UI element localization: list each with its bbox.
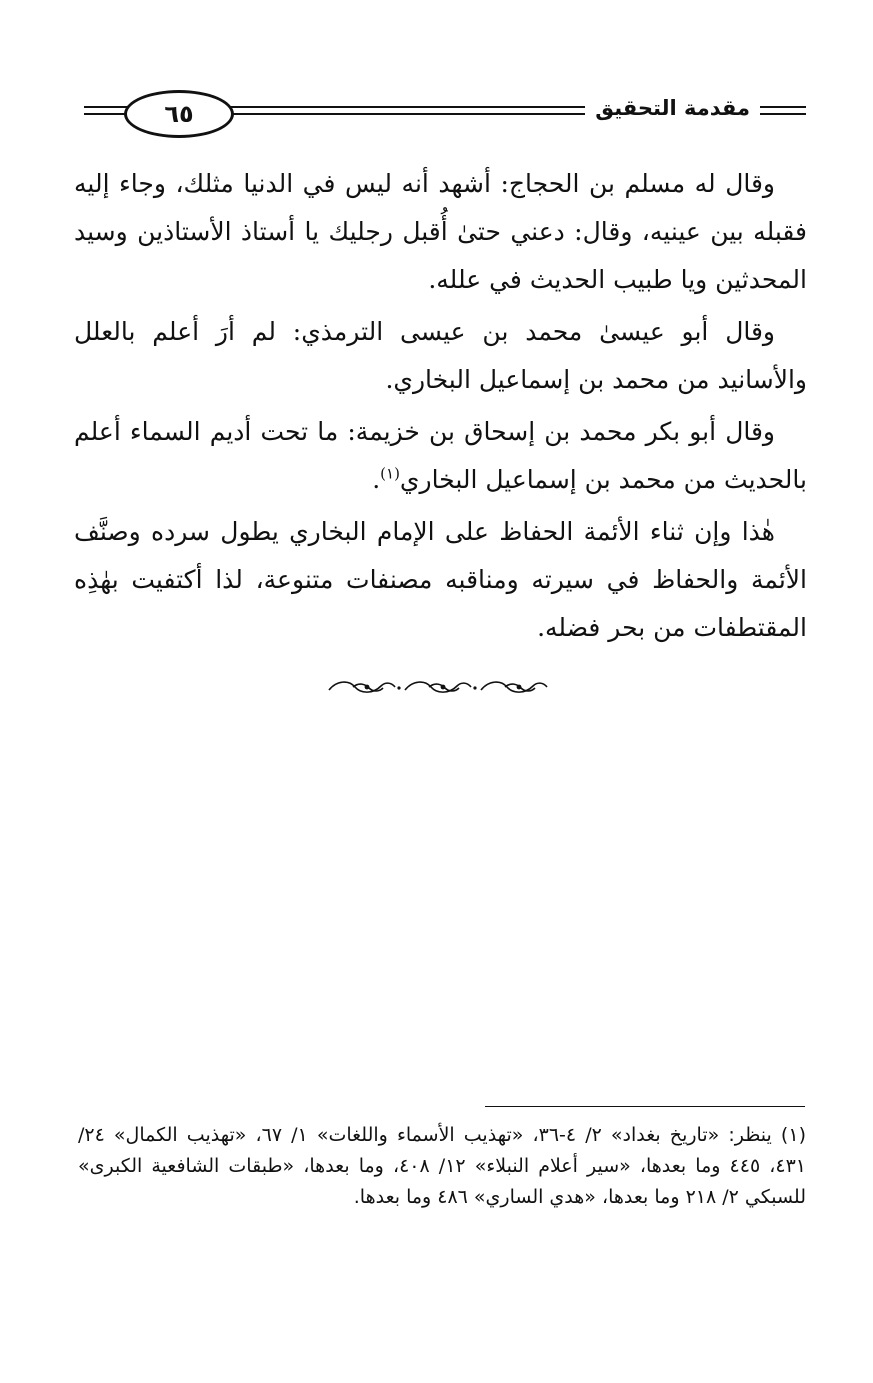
paragraph: [74, 408, 807, 504]
page-number: ٦٥: [124, 90, 234, 138]
main-text: [74, 160, 807, 656]
section-divider-ornament-icon: [325, 676, 551, 698]
page-header: [84, 86, 806, 134]
footnote-section: [78, 1120, 806, 1213]
paragraph: وقال له مسلم بن الحجاج: أشهد أنه ليس في الدنيا مثلك، وجاء إليه فقبله بين عينيه، وقال: دعني حتىٰ أُقبل رجليك يا أستاذ الأستاذين وسيد المحدثين ويا طبيب الحديث في علله.: [74, 169, 807, 294]
paragraph-end-mark: .: [372, 465, 381, 494]
paragraph: وقال أبو عيسىٰ محمد بن عيسى الترمذي: لم أرَ أعلم بالعلل والأسانيد من محمد بن إسماعيل البخاري.: [74, 317, 807, 394]
paragraph: هٰذا وإن ثناء الأئمة الحفاظ على الإمام البخاري يطول سرده وصنَّف الأئمة والحفاظ في سيرته ومناقبه مصنفات متنوعة، لذا أكتفيت بهٰذِه المقتطفات من بحر فضله.: [74, 517, 807, 642]
paragraph-text: وقال أبو بكر محمد بن إسحاق بن خزيمة: ما تحت أديم السماء أعلم بالحديث من محمد بن إسماعيل البخاري: [74, 417, 807, 494]
footnote-marker[interactable]: (١): [380, 464, 400, 483]
running-title: مقدمة التحقيق: [585, 96, 760, 120]
footnote-separator: [485, 1106, 805, 1107]
footnote-text: (١) ينظر: «تاريخ بغداد» ٢/ ٤-٣٦، «تهذيب الأسماء واللغات» ١/ ٦٧، «تهذيب الكمال» ٢٤/ ٤٣١، ٤٤٥ وما بعدها، «سير أعلام النبلاء» ١٢/ ٤٠٨، وما بعدها، «طبقات الشافعية الكبرى» للسبكي ٢/ ٢١٨ وما بعدها، «هدي الساري» ٤٨٦ وما بعدها.: [78, 1124, 806, 1208]
